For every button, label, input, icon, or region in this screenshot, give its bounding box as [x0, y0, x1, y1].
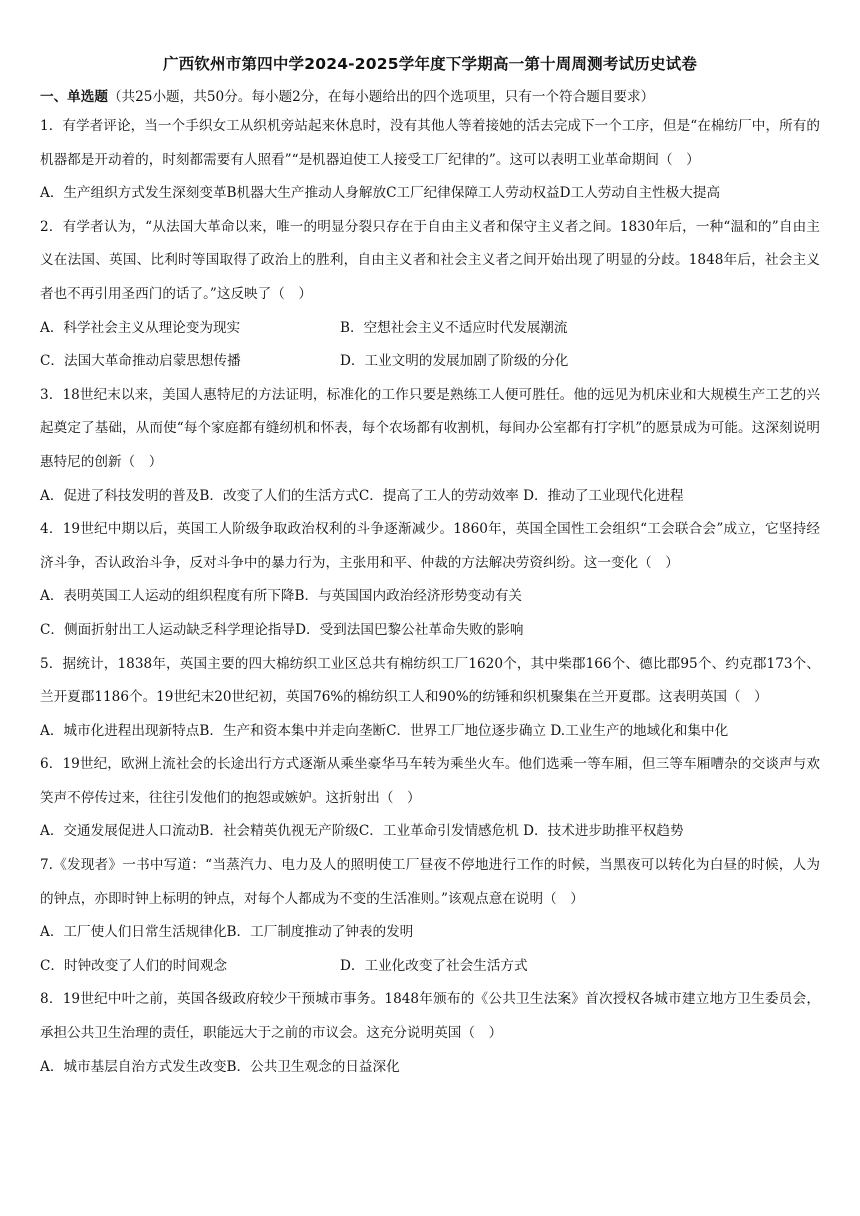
question-5 [40, 648, 820, 749]
option-a[interactable]: A．城市化进程出现新特点 [40, 722, 200, 739]
question-options-row-1 [40, 312, 820, 346]
option-c[interactable]: C．时钟改变了人们的时间观念 [40, 957, 228, 974]
question-options-row-1 [40, 580, 820, 614]
option-a[interactable]: A．工厂使人们日常生活规律化 [40, 924, 227, 941]
exam-title: 广西钦州市第四中学2024-2025学年度下学期高一第十周周测考试历史试卷 [162, 55, 698, 73]
option-c[interactable]: C．世界工厂地位逐步确立 [386, 722, 547, 739]
option-d[interactable]: D．工业化改变了社会生活方式 [340, 957, 528, 974]
option-a[interactable]: A．表明英国工人运动的组织程度有所下降 [40, 588, 295, 605]
option-b[interactable]: B．生产和资本集中并走向垄断 [199, 722, 387, 739]
option-b[interactable]: B．改变了人们的生活方式 [199, 487, 359, 504]
question-options-row-2 [40, 950, 820, 984]
option-b[interactable]: B．公共卫生观念的日益深化 [226, 1058, 400, 1075]
question-options-row-1 [40, 916, 820, 950]
option-d[interactable]: D.工业生产的地域化和集中化 [550, 722, 729, 739]
question-2 [40, 211, 820, 379]
question-stem: 6．19世纪，欧洲上流社会的长途出行方式逐渐从乘坐豪华马车转为乘坐火车。他们选乘一等车厢，但三等车厢嘈杂的交谈声与欢笑声不停传过来，往往引发他们的抱怨或嫉妒。这折射出（ ） [40, 756, 820, 806]
option-a[interactable]: A．生产组织方式发生深刻变革 [40, 185, 227, 202]
question-stem: 2．有学者认为，“从法国大革命以来，唯一的明显分裂只存在于自由主义者和保守主义者之间。1830年后，一种“温和的”自由主义在法国、英国、比利时等国取得了政治上的胜利，自由主义者和社会主义者之间开始出现了明显的分歧。1848年后，社会主义者也不再引用圣西门的话了。”这反映了（ ） [40, 218, 820, 302]
question-options-row-2 [40, 614, 820, 648]
question-3 [40, 379, 820, 513]
option-d[interactable]: D．工业文明的发展加剧了阶级的分化 [340, 353, 569, 370]
option-b[interactable]: B．与英国国内政治经济形势变动有关 [294, 588, 523, 605]
option-d[interactable]: D．推动了工业现代化进程 [523, 487, 684, 504]
question-options [40, 480, 820, 514]
question-stem: 1．有学者评论，当一个手织女工从织机旁站起来休息时，没有其他人等着接她的活去完成下一个工序，但是“在棉纺厂中，所有的机器都是开动着的，时刻都需要有人照看”“是机器迫使工人接受工厂纪律的”。这可以表明工业革命期间（ ） [40, 118, 820, 168]
question-6 [40, 748, 820, 849]
question-7 [40, 849, 820, 983]
option-d[interactable]: D．技术进步助推平权趋势 [523, 823, 684, 840]
option-a[interactable]: A．科学社会主义从理论变为现实 [40, 319, 241, 336]
option-c[interactable]: C．工业革命引发情感危机 [358, 823, 519, 840]
question-options-row-2 [40, 345, 820, 379]
option-b[interactable]: B机器大生产推动人身解放 [226, 185, 387, 202]
question-options [40, 1051, 820, 1085]
option-a[interactable]: A．促进了科技发明的普及 [40, 487, 200, 504]
option-b[interactable]: B．社会精英仇视无产阶级 [199, 823, 359, 840]
option-c[interactable]: C．法国大革命推动启蒙思想传播 [40, 353, 241, 370]
question-1 [40, 110, 820, 211]
option-d[interactable]: D．受到法国巴黎公社革命失败的影响 [295, 621, 524, 638]
question-4 [40, 513, 820, 647]
section-heading: 一、单选题 [40, 89, 108, 105]
question-options [40, 177, 820, 211]
option-b[interactable]: B．工厂制度推动了钟表的发明 [226, 924, 414, 941]
question-stem: 5．据统计，1838年，英国主要的四大棉纺织工业区总共有棉纺织工厂1620个，其中柴郡166个、德比郡95个、约克郡173个、兰开夏郡1186个。19世纪末20世纪初，英国76%的棉纺织工人和90%的纺锤和织机聚集在兰开夏郡。这表明英国（ ） [40, 655, 820, 706]
question-8 [40, 983, 820, 1084]
option-c[interactable]: C工厂纪律保障工人劳动权益 [386, 185, 560, 202]
question-stem: 8．19世纪中叶之前，英国各级政府较少干预城市事务。1848年颁布的《公共卫生法案》首次授权各城市建立地方卫生委员会，承担公共卫生治理的责任，职能远大于之前的市议会。这充分说明英国（ ） [40, 991, 820, 1042]
question-stem: 3．18世纪末以来，美国人惠特尼的方法证明，标准化的工作只要是熟练工人便可胜任。他的远见为机床业和大规模生产工艺的兴起奠定了基础，从而使“每个家庭都有缝纫机和怀表，每个农场都有收割机，每间办公室都有打字机”的愿景成为可能。这深刻说明惠特尼的创新（ ） [40, 386, 820, 470]
option-a[interactable]: A．交通发展促进人口流动 [40, 823, 200, 840]
section-note: （共25小题，共50分。每小题2分，在每小题给出的四个选项里，只有一个符合题目要求） [107, 89, 655, 105]
option-d[interactable]: D工人劳动自主性极大提高 [559, 185, 721, 202]
question-options [40, 715, 820, 749]
option-c[interactable]: C．侧面折射出工人运动缺乏科学理论指导 [40, 621, 296, 638]
question-options [40, 815, 820, 849]
question-stem: 7.《发现者》一书中写道：“当蒸汽力、电力及人的照明使工厂昼夜不停地进行工作的时候，当黑夜可以转化为白昼的时候，人为的钟点，亦即时钟上标明的钟点，对每个人都成为不变的生活准则。”该观点意在说明（ ） [40, 857, 820, 907]
section-header [40, 86, 820, 108]
option-c[interactable]: C．提高了工人的劳动效率 [358, 487, 519, 504]
option-b[interactable]: B．空想社会主义不适应时代发展潮流 [340, 319, 568, 336]
question-stem: 4．19世纪中期以后，英国工人阶级争取政治权利的斗争逐渐减少。1860年，英国全国性工会组织“工会联合会”成立，它坚持经济斗争，否认政治斗争，反对斗争中的暴力行为，主张用和平、仲裁的方法解决劳资纠纷。这一变化（ ） [40, 521, 820, 571]
option-a[interactable]: A．城市基层自治方式发生改变 [40, 1058, 227, 1075]
